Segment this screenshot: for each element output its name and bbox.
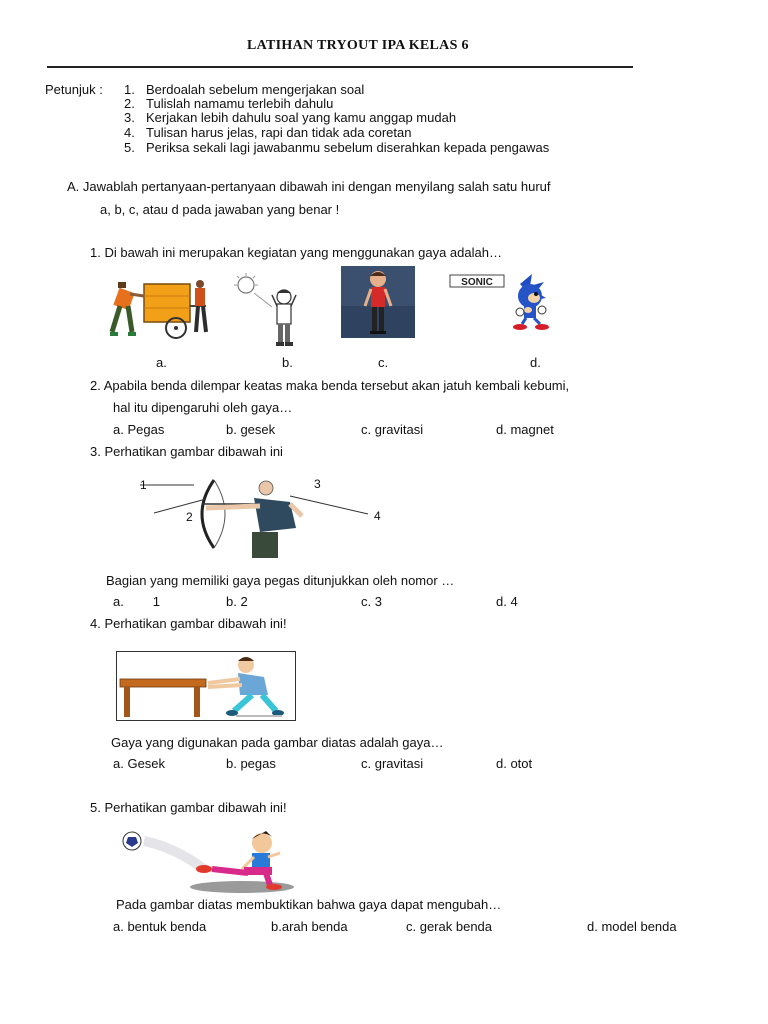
q2-option-b: b. gesek — [226, 422, 276, 437]
question-5-prompt: Pada gambar diatas membuktikan bahwa gaya dapat mengubah… — [116, 897, 502, 912]
instruction-number: 4. — [124, 125, 135, 140]
archer-marker-1: 1 — [140, 478, 147, 492]
instruction-text: Tulisan harus jelas, rapi dan tidak ada coretan — [146, 125, 412, 140]
boy-sun-image — [232, 273, 308, 351]
q4-option-b: b. pegas — [226, 756, 276, 771]
q3-option-d: d. 4 — [496, 594, 518, 609]
q1-option-b-label: b. — [282, 355, 293, 370]
question-3: 3. Perhatikan gambar dibawah ini — [90, 444, 283, 459]
q4-option-d: d. otot — [496, 756, 533, 771]
instruction-number: 1. — [124, 82, 135, 97]
q4-option-c: c. gravitasi — [361, 756, 424, 771]
instructions-label: Petunjuk : — [45, 82, 103, 97]
instruction-text: Periksa sekali lagi jawabanmu sebelum diserahkan kepada pengawas — [146, 140, 550, 155]
q5-option-b: b.arah benda — [271, 919, 348, 934]
q5-option-c: c. gerak benda — [406, 919, 493, 934]
q4-option-a: a. Gesek — [113, 756, 166, 771]
page-title: LATIHAN TRYOUT IPA KELAS 6 — [247, 38, 469, 53]
instruction-text: Tulislah namamu terlebih dahulu — [146, 96, 334, 111]
question-2: 2. Apabila benda dilempar keatas maka benda tersebut akan jatuh kembali kebumi, — [90, 378, 570, 393]
q2-option-c: c. gravitasi — [361, 422, 424, 437]
instruction-number: 5. — [124, 140, 135, 155]
q1-option-a-label: a. — [156, 355, 167, 370]
question-4-prompt: Gaya yang digunakan pada gambar diatas adalah gaya… — [111, 735, 444, 750]
kicking-ball-image — [114, 829, 296, 895]
section-a-instruction: A. Jawablah pertanyaan-pertanyaan dibawah ini dengan menyilang salah satu huruf — [67, 179, 551, 194]
pushing-table-image — [116, 651, 296, 721]
instruction-text: Kerjakan lebih dahulu soal yang kamu anggap mudah — [146, 110, 457, 125]
instruction-number: 3. — [124, 110, 135, 125]
title-divider — [47, 66, 633, 68]
archer-image — [140, 466, 400, 562]
archer-marker-4: 4 — [374, 509, 381, 523]
sonic-logo: SONIC — [461, 277, 493, 288]
q3-option-a: a. 1 — [113, 594, 160, 609]
archer-marker-3: 3 — [314, 477, 321, 491]
sonic-image — [448, 272, 560, 332]
q3-option-c: c. 3 — [361, 594, 382, 609]
q1-option-d-label: d. — [530, 355, 541, 370]
q5-option-a: a. bentuk benda — [113, 919, 207, 934]
archer-marker-2: 2 — [186, 510, 193, 524]
question-1: 1. Di bawah ini merupakan kegiatan yang menggunakan gaya adalah… — [90, 245, 502, 260]
instruction-number: 2. — [124, 96, 135, 111]
question-4: 4. Perhatikan gambar dibawah ini! — [90, 616, 287, 631]
question-5: 5. Perhatikan gambar dibawah ini! — [90, 800, 287, 815]
standing-boy-image — [341, 266, 415, 338]
instruction-text: Berdoalah sebelum mengerjakan soal — [146, 82, 365, 97]
q5-option-d: d. model benda — [587, 919, 677, 934]
q1-option-c-label: c. — [378, 355, 389, 370]
cart-pushing-image — [106, 276, 214, 342]
q2-option-a: a. Pegas — [113, 422, 165, 437]
question-3-prompt: Bagian yang memiliki gaya pegas ditunjukkan oleh nomor … — [106, 573, 455, 588]
q2-option-d: d. magnet — [496, 422, 554, 437]
question-2-cont: hal itu dipengaruhi oleh gaya… — [113, 400, 293, 415]
q3-option-b: b. 2 — [226, 594, 248, 609]
section-a-instruction-cont: a, b, c, atau d pada jawaban yang benar ! — [100, 202, 340, 217]
